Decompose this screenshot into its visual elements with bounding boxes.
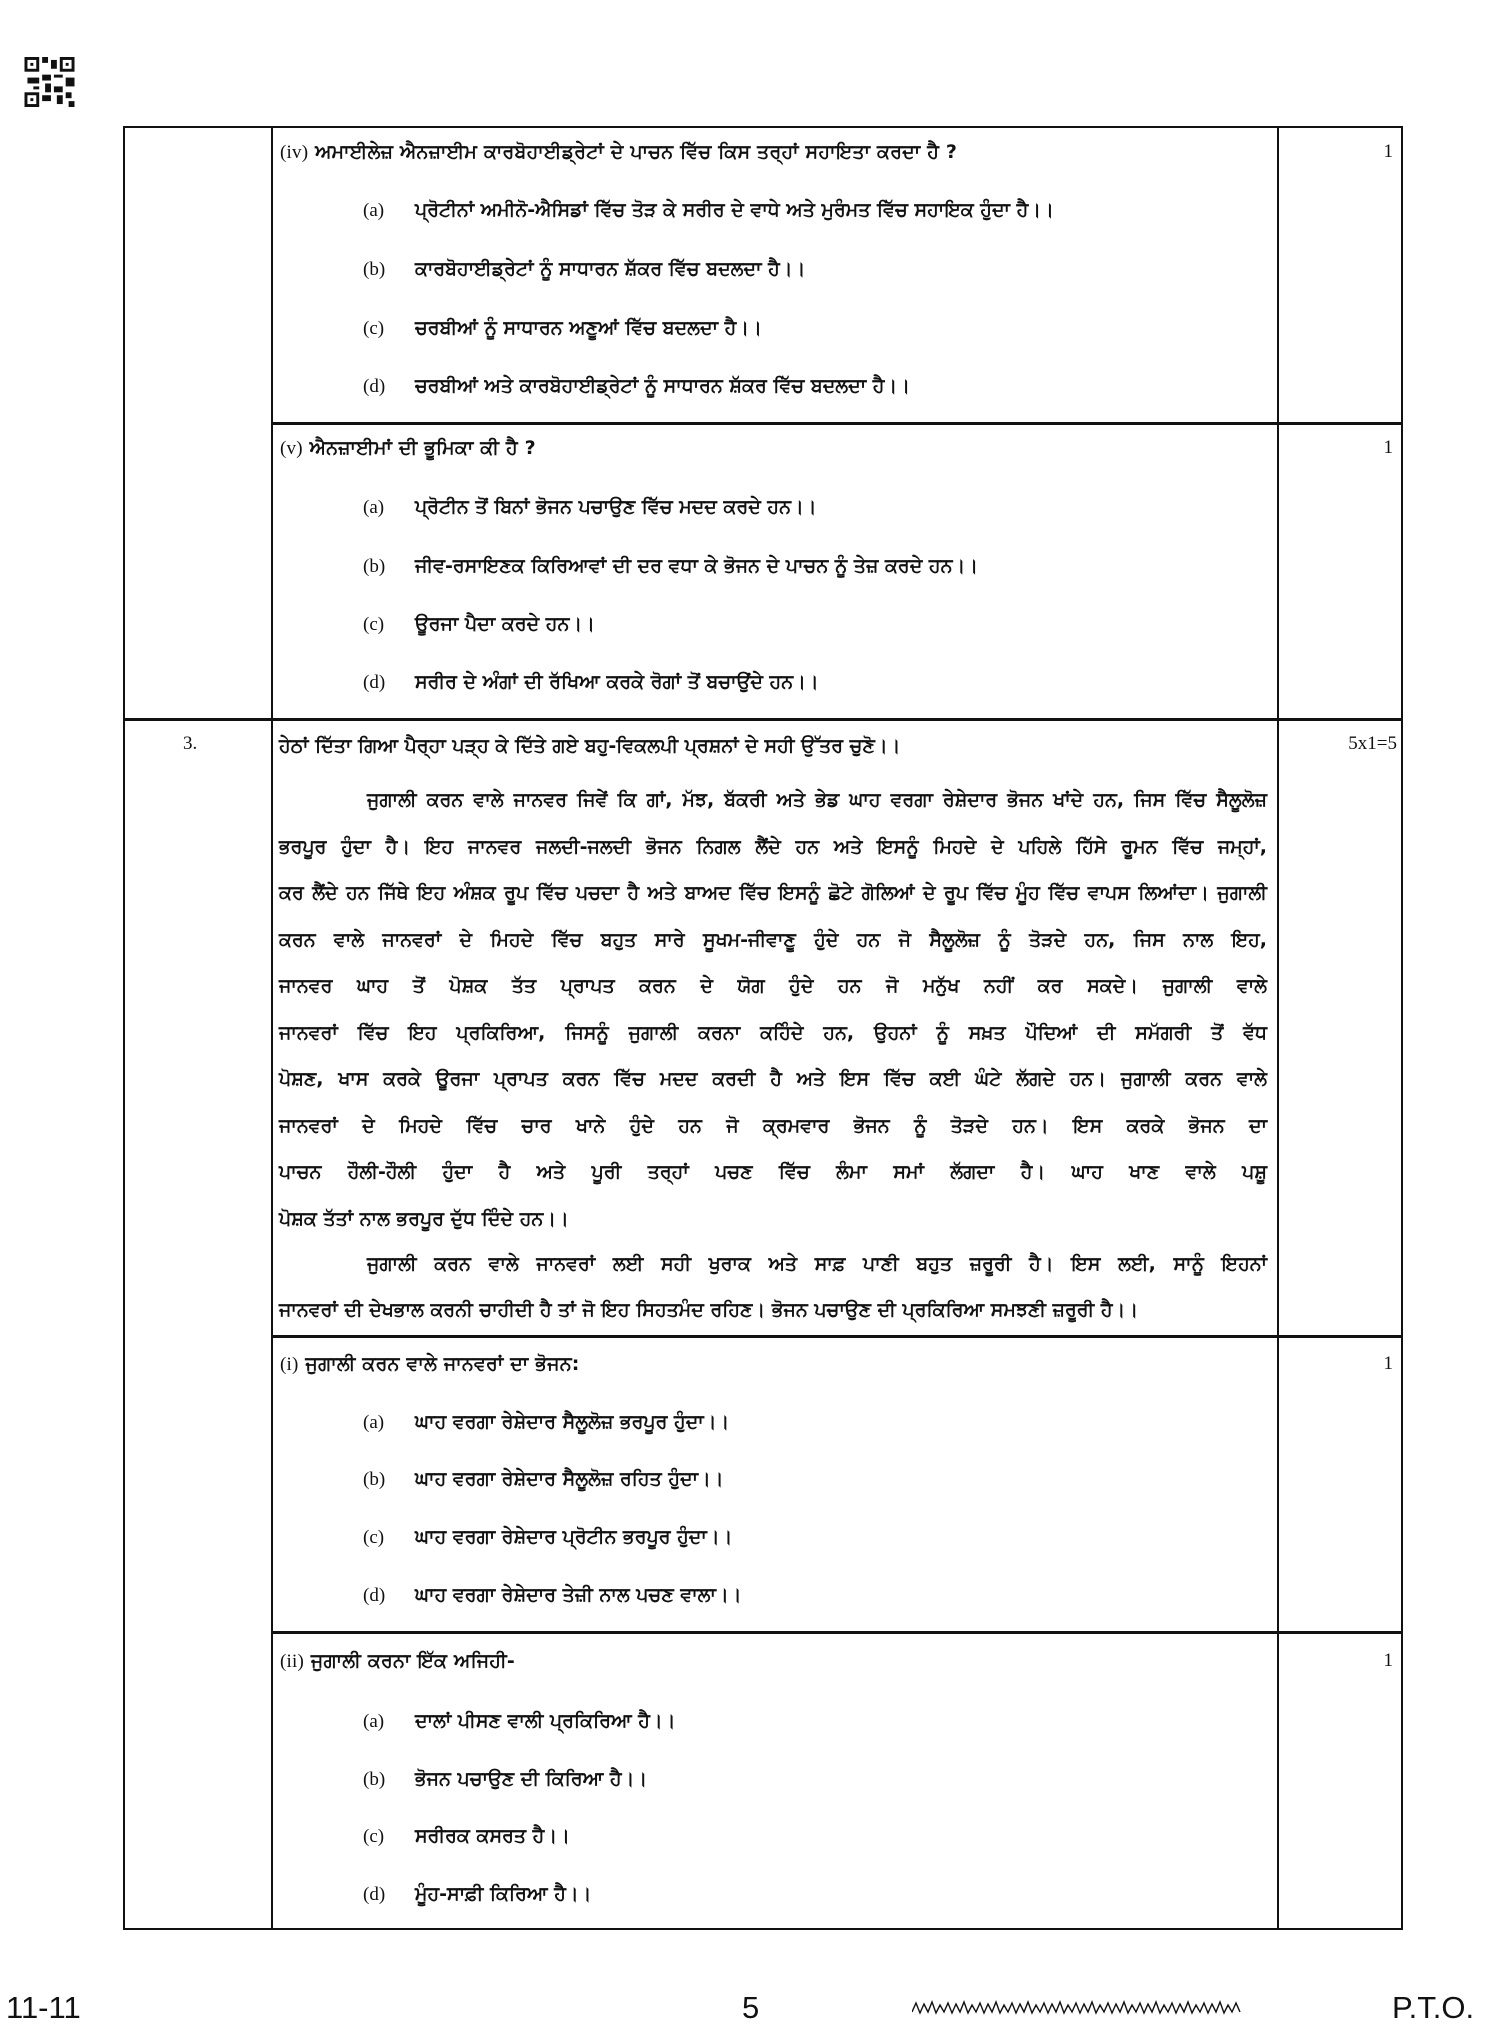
question-label: (i) (280, 1354, 299, 1375)
row-divider (271, 1335, 1403, 1338)
passage-line: ਪੋਸ਼ਣ, ਖਾਸ ਕਰਕੇ ਊਰਜਾ ਪ੍ਰਾਪਤ ਕਰਨ ਵਿੱਚ ਮਦਦ ਕਰਦੀ ਹੈ ਅਤੇ ਇਸ ਵਿੱਚ ਕਈ ਘੰਟੇ ਲੱਗਦੇ ਹਨ। ਜੁਗਾਲੀ ਕਰਨ ਵਾਲੇ (279, 1068, 1267, 1090)
option-label: (a) (363, 200, 385, 221)
option-c[interactable] (363, 1526, 732, 1549)
option-label: (b) (363, 556, 386, 577)
option-d[interactable] (363, 671, 819, 694)
paper-code: 11-11 (6, 1990, 81, 2025)
question-text: ਅਮਾਈਲੇਜ਼ ਐਨਜ਼ਾਈਮ ਕਾਰਬੋਹਾਈਡ੍ਰੇਟਾਂ ਦੇ ਪਾਚਨ ਵਿੱਚ ਕਿਸ ਤਰ੍ਹਾਂ ਸਹਾਇਤਾ ਕਰਦਾ ਹੈ ? (315, 141, 958, 163)
option-label: (c) (363, 1826, 385, 1847)
option-b[interactable] (363, 555, 978, 578)
marks: 5x1=5 (1348, 733, 1397, 754)
row-divider (271, 1631, 1403, 1634)
question-label: (iv) (280, 142, 309, 163)
option-text: ਚਰਬੀਆਂ ਅਤੇ ਕਾਰਬੋਹਾਈਡ੍ਰੇਟਾਂ ਨੂੰ ਸਾਧਾਰਨ ਸ਼ੱਕਰ ਵਿੱਚ ਬਦਲਦਾ ਹੈ।। (415, 375, 911, 397)
passage-line: ਜਾਨਵਰਾਂ ਦੇ ਮਿਹਦੇ ਵਿੱਚ ਚਾਰ ਖਾਨੇ ਹੁੰਦੇ ਹਨ ਜੋ ਕ੍ਰਮਵਾਰ ਭੋਜਨ ਨੂੰ ਤੋੜਦੇ ਹਨ। ਇਸ ਕਰਕੇ ਭੋਜਨ ਦਾ (279, 1115, 1267, 1137)
option-label: (c) (363, 318, 385, 339)
option-d[interactable] (363, 1584, 742, 1607)
option-label: (d) (363, 1585, 386, 1606)
option-a[interactable] (363, 1710, 676, 1733)
passage-line: ਕਰ ਲੈਂਦੇ ਹਨ ਜਿੱਥੇ ਇਹ ਅੰਸ਼ਕ ਰੂਪ ਵਿੱਚ ਪਚਦਾ ਹੈ ਅਤੇ ਬਾਅਦ ਵਿੱਚ ਇਸਨੂੰ ਛੋਟੇ ਗੋਲਿਆਂ ਦੇ ਰੂਪ ਵਿੱਚ ਮੂੰਹ ਵਿੱਚ ਵਾਪਸ ਲਿਆਂਦਾ। ਜੁਗਾਲੀ (279, 882, 1267, 904)
option-c[interactable] (363, 317, 762, 340)
option-text: ਘਾਹ ਵਰਗਾ ਰੇਸ਼ੇਦਾਰ ਸੈਲੂਲੋਜ਼ ਰਹਿਤ ਹੁੰਦਾ।। (415, 1468, 724, 1490)
page-number: 5 (742, 1990, 760, 2025)
option-text: ਘਾਹ ਵਰਗਾ ਰੇਸ਼ੇਦਾਰ ਸੈਲੂਲੋਜ਼ ਭਰਪੂਰ ਹੁੰਦਾ।। (415, 1411, 730, 1433)
passage-line: ਜੁਗਾਲੀ ਕਰਨ ਵਾਲੇ ਜਾਨਵਰਾਂ ਲਈ ਸਹੀ ਖੁਰਾਕ ਅਤੇ ਸਾਫ਼ ਪਾਣੀ ਬਹੁਤ ਜ਼ਰੂਰੀ ਹੈ। ਇਸ ਲਈ, ਸਾਨੂੰ ਇਹਨਾਂ (367, 1253, 1267, 1275)
passage-line: ਪੋਸ਼ਕ ਤੱਤਾਂ ਨਾਲ ਭਰਪੂਰ ਦੁੱਧ ਦਿੰਦੇ ਹਨ।। (279, 1208, 569, 1230)
option-text: ਊਰਜਾ ਪੈਦਾ ਕਰਦੇ ਹਨ।। (415, 613, 595, 635)
marks: 1 (1383, 1353, 1393, 1374)
question-iv (280, 141, 957, 164)
option-b[interactable] (363, 1768, 647, 1791)
option-label: (b) (363, 259, 386, 280)
option-text: ਸਰੀਰਕ ਕਸਰਤ ਹੈ।। (415, 1825, 570, 1847)
passage-line: ਪਾਚਨ ਹੌਲੀ-ਹੌਲੀ ਹੁੰਦਾ ਹੈ ਅਤੇ ਪੂਰੀ ਤਰ੍ਹਾਂ ਪਚਣ ਵਿੱਚ ਲੰਮਾ ਸਮਾਂ ਲੱਗਦਾ ਹੈ। ਘਾਹ ਖਾਣ ਵਾਲੇ ਪਸ਼ੂ (279, 1161, 1267, 1183)
option-label: (a) (363, 1711, 385, 1732)
passage-line: ਜੁਗਾਲੀ ਕਰਨ ਵਾਲੇ ਜਾਨਵਰ ਜਿਵੇਂ ਕਿ ਗਾਂ, ਮੱਝ, ਬੱਕਰੀ ਅਤੇ ਭੇਡ ਘਾਹ ਵਰਗਾ ਰੇਸ਼ੇਦਾਰ ਭੋਜਨ ਖਾਂਦੇ ਹਨ, ਜਿਸ ਵਿੱਚ ਸੈਲੂਲੋਜ਼ (367, 789, 1267, 811)
qr-code-icon (24, 57, 75, 107)
option-a[interactable] (363, 496, 817, 519)
option-text: ਸਰੀਰ ਦੇ ਅੰਗਾਂ ਦੀ ਰੱਖਿਆ ਕਰਕੇ ਰੋਗਾਂ ਤੋਂ ਬਚਾਉਂਦੇ ਹਨ।। (415, 671, 819, 693)
option-text: ਚਰਬੀਆਂ ਨੂੰ ਸਾਧਾਰਨ ਅਣੂਆਂ ਵਿੱਚ ਬਦਲਦਾ ਹੈ।। (415, 317, 762, 339)
question-number: 3. (183, 733, 198, 754)
row-divider (123, 718, 1403, 721)
column-divider-left (271, 126, 273, 1930)
marks: 1 (1383, 141, 1393, 162)
option-label: (c) (363, 614, 385, 635)
option-d[interactable] (363, 375, 910, 398)
option-text: ਕਾਰਬੋਹਾਈਡ੍ਰੇਟਾਂ ਨੂੰ ਸਾਧਾਰਨ ਸ਼ੱਕਰ ਵਿੱਚ ਬਦਲਦਾ ਹੈ।। (415, 258, 806, 280)
passage-line: ਜਾਨਵਰਾਂ ਵਿੱਚ ਇਹ ਪ੍ਰਕਿਰਿਆ, ਜਿਸਨੂੰ ਜੁਗਾਲੀ ਕਰਨਾ ਕਹਿੰਦੇ ਹਨ, ਉਹਨਾਂ ਨੂੰ ਸਖ਼ਤ ਪੌਦਿਆਂ ਦੀ ਸਮੱਗਰੀ ਤੋਂ ਵੱਧ (279, 1022, 1267, 1044)
option-text: ਜੀਵ-ਰਸਾਇਣਕ ਕਿਰਿਆਵਾਂ ਦੀ ਦਰ ਵਧਾ ਕੇ ਭੋਜਨ ਦੇ ਪਾਚਨ ਨੂੰ ਤੇਜ਼ ਕਰਦੇ ਹਨ।। (415, 555, 979, 577)
question-text: ਜੁਗਾਲੀ ਕਰਨਾ ਇੱਕ ਅਜਿਹੀ- (310, 1650, 515, 1672)
marks: 1 (1383, 1650, 1393, 1671)
question-label: (v) (280, 438, 303, 459)
option-text: ਘਾਹ ਵਰਗਾ ਰੇਸ਼ੇਦਾਰ ਪ੍ਰੋਟੀਨ ਭਰਪੂਰ ਹੁੰਦਾ।। (415, 1526, 733, 1548)
option-c[interactable] (363, 613, 595, 636)
option-label: (b) (363, 1769, 386, 1790)
option-text: ਪ੍ਰੋਟੀਨਾਂ ਅਮੀਨੋ-ਐਸਿਡਾਂ ਵਿੱਚ ਤੋੜ ਕੇ ਸਰੀਰ ਦੇ ਵਾਧੇ ਅਤੇ ਮੁਰੰਮਤ ਵਿੱਚ ਸਹਾਇਕ ਹੁੰਦਾ ਹੈ।। (415, 199, 1054, 221)
option-a[interactable] (363, 1411, 729, 1434)
question-ii (280, 1650, 515, 1673)
option-text: ਮੂੰਹ-ਸਾਫ਼ੀ ਕਿਰਿਆ ਹੈ।। (415, 1883, 592, 1905)
option-text: ਘਾਹ ਵਰਗਾ ਰੇਸ਼ੇਦਾਰ ਤੇਜ਼ੀ ਨਾਲ ਪਚਣ ਵਾਲਾ।। (415, 1584, 742, 1606)
option-label: (a) (363, 1412, 385, 1433)
option-label: (d) (363, 672, 386, 693)
question-i (280, 1353, 580, 1376)
option-label: (a) (363, 497, 385, 518)
column-divider-right (1277, 126, 1279, 1930)
row-divider (271, 422, 1403, 425)
option-label: (d) (363, 1884, 386, 1905)
option-text: ਪ੍ਰੋਟੀਨ ਤੋਂ ਬਿਨਾਂ ਭੋਜਨ ਪਚਾਉਣ ਵਿੱਚ ਮਦਦ ਕਰਦੇ ਹਨ।। (415, 496, 817, 518)
question-label: (ii) (280, 1651, 305, 1672)
option-text: ਦਾਲਾਂ ਪੀਸਣ ਵਾਲੀ ਪ੍ਰਕਿਰਿਆ ਹੈ।। (415, 1710, 676, 1732)
option-text: ਭੋਜਨ ਪਚਾਉਣ ਦੀ ਕਿਰਿਆ ਹੈ।। (415, 1768, 648, 1790)
question-v (280, 437, 536, 460)
option-c[interactable] (363, 1825, 570, 1848)
instruction-text: ਹੇਠਾਂ ਦਿੱਤਾ ਗਿਆ ਪੈਰ੍ਹਾ ਪੜ੍ਹ ਕੇ ਦਿੱਤੇ ਗਏ ਬਹੁ-ਵਿਕਲਪੀ ਪ੍ਰਸ਼ਨਾਂ ਦੇ ਸਹੀ ਉੱਤਰ ਚੁਣੋ।। (279, 735, 901, 757)
passage-line: ਜਾਨਵਰਾਂ ਦੀ ਦੇਖਭਾਲ ਕਰਨੀ ਚਾਹੀਦੀ ਹੈ ਤਾਂ ਜੋ ਇਹ ਸਿਹਤਮੰਦ ਰਹਿਣ। ਭੋਜਨ ਪਚਾਉਣ ਦੀ ਪ੍ਰਕਿਰਿਆ ਸਮਝਣੀ ਜ਼ਰੂਰੀ ਹੈ।। (279, 1299, 1139, 1321)
passage-line: ਭਰਪੂਰ ਹੁੰਦਾ ਹੈ। ਇਹ ਜਾਨਵਰ ਜਲਦੀ-ਜਲਦੀ ਭੋਜਨ ਨਿਗਲ ਲੈਂਦੇ ਹਨ ਅਤੇ ਇਸਨੂੰ ਮਿਹਦੇ ਦੇ ਪਹਿਲੇ ਹਿੱਸੇ ਰੂਮਨ ਵਿੱਚ ਜਮ੍ਹਾਂ, (279, 836, 1267, 858)
option-d[interactable] (363, 1883, 591, 1906)
passage-line: ਕਰਨ ਵਾਲੇ ਜਾਨਵਰਾਂ ਦੇ ਮਿਹਦੇ ਵਿੱਚ ਬਹੁਤ ਸਾਰੇ ਸੂਖਮ-ਜੀਵਾਣੂ ਹੁੰਦੇ ਹਨ ਜੋ ਸੈਲੂਲੋਜ਼ ਨੂੰ ਤੋੜਦੇ ਹਨ, ਜਿਸ ਨਾਲ ਇਹ, (279, 929, 1267, 951)
question-text: ਜੁਗਾਲੀ ਕਰਨ ਵਾਲੇ ਜਾਨਵਰਾਂ ਦਾ ਭੋਜਨ: (305, 1353, 580, 1375)
option-b[interactable] (363, 258, 805, 281)
option-b[interactable] (363, 1468, 724, 1491)
passage-line: ਜਾਨਵਰ ਘਾਹ ਤੋਂ ਪੋਸ਼ਕ ਤੱਤ ਪ੍ਰਾਪਤ ਕਰਨ ਦੇ ਯੋਗ ਹੁੰਦੇ ਹਨ ਜੋ ਮਨੁੱਖ ਨਹੀਂ ਕਰ ਸਕਦੇ। ਜੁਗਾਲੀ ਵਾਲੇ (279, 975, 1267, 997)
marks: 1 (1383, 437, 1393, 458)
pto-label: P.T.O. (1392, 1990, 1475, 2025)
option-a[interactable] (363, 199, 1054, 222)
option-label: (d) (363, 376, 386, 397)
option-label: (b) (363, 1469, 386, 1490)
wavy-line-icon (912, 2000, 1242, 2016)
option-label: (c) (363, 1527, 385, 1548)
question-text: ਐਨਜ਼ਾਈਮਾਂ ਦੀ ਭੂਮਿਕਾ ਕੀ ਹੈ ? (309, 437, 536, 459)
